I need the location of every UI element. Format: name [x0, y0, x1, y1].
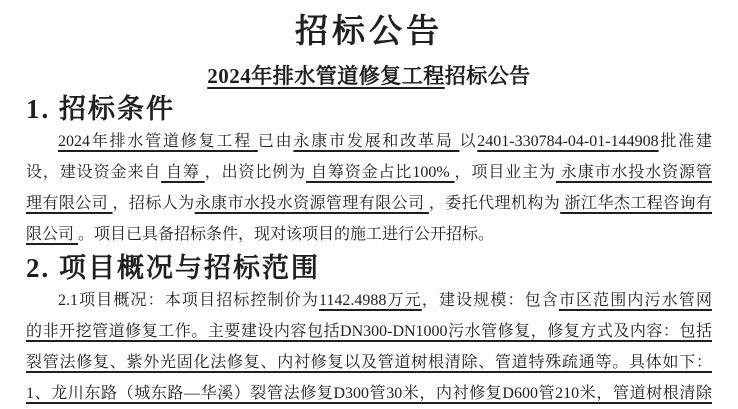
text-segment: ，项目业主为	[454, 164, 556, 181]
underlined-text-segment: 永康市发展和改革局	[293, 133, 460, 150]
underlined-text-segment: 市区范围内污水管网	[558, 292, 712, 309]
underlined-text-segment: 自筹	[161, 164, 205, 181]
text-line	[26, 157, 712, 188]
section-heading: 1. 招标条件	[26, 94, 175, 124]
underlined-text-segment: 裂管法修复、紫外光固化法修复、内衬修复以及管道树根清除、管道特殊疏通等。具体如下：	[26, 354, 712, 371]
text-segment: 批准建	[658, 133, 712, 150]
subtitle-plain-text: 招标公告	[444, 64, 531, 88]
text-segment: ，委托代理机构为	[428, 195, 561, 212]
underlined-text-segment: 限公司	[26, 226, 79, 243]
text-segment: ，招标人为	[112, 195, 195, 212]
text-line	[26, 378, 712, 409]
underlined-text-segment: 理有限公司	[26, 195, 113, 212]
underlined-text-segment: 2024年排水管道修复工程	[58, 133, 258, 150]
underlined-text-segment: 自筹资金占比100%	[306, 164, 455, 181]
text-line	[26, 188, 712, 219]
text-segment: 已由	[257, 133, 294, 150]
text-segment: 以	[459, 133, 478, 150]
text-segment: ，建设规模：包含	[421, 292, 559, 309]
section-heading: 2. 项目概况与招标范围	[26, 253, 320, 283]
text-line	[26, 316, 712, 347]
underlined-text-segment: 浙江华杰工程咨询有	[560, 195, 712, 212]
text-line	[26, 219, 712, 250]
page-title: 招标公告	[295, 12, 443, 49]
text-segment: ，出资比例为	[204, 164, 307, 181]
underlined-text-segment: 1、龙川东路（城东路—华溪）裂管法修复D300管30米，内衬修复D600管210米，管道树根清除	[26, 385, 712, 402]
paragraph	[26, 285, 712, 409]
paragraph	[26, 126, 712, 250]
underlined-text-segment: 2401-330784-04-01-144908	[477, 133, 659, 150]
text-segment: 。项目已具备招标条件，现对该项目的施工进行公开招标。	[78, 226, 495, 243]
text-line	[26, 126, 712, 157]
text-segment: 2.1项目概况：本项目招标控制价为	[58, 292, 319, 309]
text-line	[26, 347, 712, 378]
underlined-text-segment: 的非开挖管道修复工作。主要建设内容包括DN300-DN1000污水管修复，修复方式及内容：包括	[26, 323, 712, 340]
document-body	[26, 94, 712, 409]
page-subtitle	[26, 61, 712, 91]
underlined-text-segment: 1142.4988万元	[319, 292, 422, 309]
text-line	[26, 285, 712, 316]
underlined-text-segment: 永康市水投水资源管理有限公司	[194, 195, 429, 212]
subtitle-underlined-text: 2024年排水管道修复工程	[207, 64, 445, 88]
underlined-text-segment: 永康市水投水资源管	[555, 164, 712, 181]
text-segment: 设，建设资金来自	[26, 164, 162, 181]
